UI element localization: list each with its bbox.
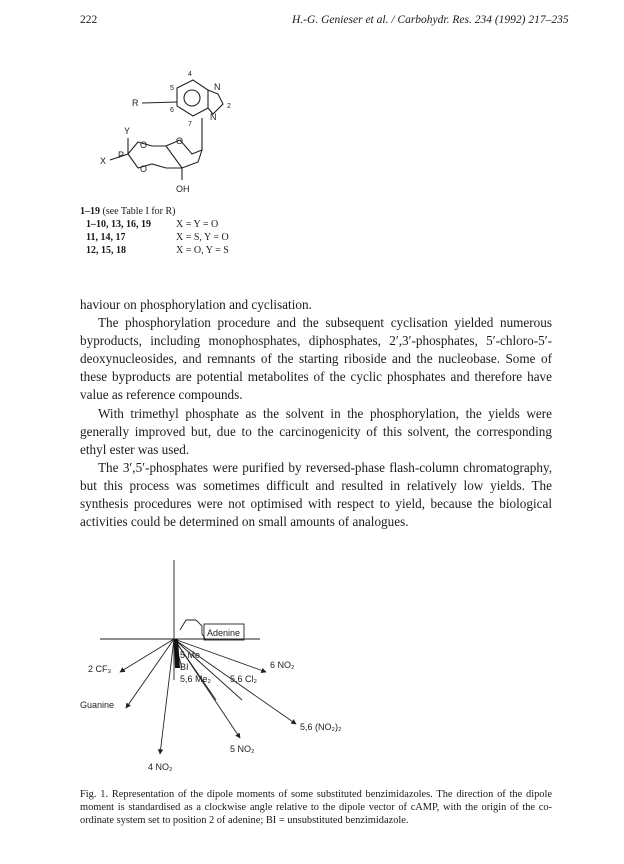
aromatic-circle [184, 90, 200, 106]
sugar-ring [166, 140, 202, 168]
label-5-6-cl2: 5,6 Cl₂ [230, 674, 258, 684]
position-6: 6 [170, 107, 174, 114]
label-cf3: 2 CF₃ [88, 664, 112, 674]
paragraph-1: haviour on phosphorylation and cyclisation. [80, 297, 312, 312]
adenine-ring [180, 620, 206, 640]
position-7: 7 [188, 121, 192, 128]
atom-y: Y [124, 126, 131, 136]
atom-x: X [100, 156, 107, 166]
legend-see-table: (see Table I for R) [102, 206, 176, 217]
legend-row-2-formula: X = S, Y = O [176, 232, 229, 243]
atom-oh: OH [176, 184, 190, 194]
label-5-6-me2: 5,6 Me₂ [180, 674, 212, 684]
atom-p: P [118, 150, 125, 160]
paragraph-2: The phosphorylation procedure and the subsequent cyclisation yielded numerous byproducts, including monophosphates, diphosphates, 2′,3′-phosphates, 5′-chloro-5′-deoxynucleosides, and remnants of the starting riboside and the nucleobase. Some of these byproducts are potential metabolites of the cyclic phosphates and therefore have value as reference compounds. [80, 315, 552, 403]
label-6-no2: 6 NO₂ [270, 660, 295, 670]
label-4-no2: 4 NO₂ [148, 762, 173, 772]
running-head: H.-G. Genieser et al. / Carbohydr. Res. 234 (1992) 217–235 [292, 14, 569, 26]
label-bi: BI [180, 662, 189, 672]
dipole-diagram [80, 560, 380, 780]
legend-row-2-compounds: 11, 14, 17 [86, 232, 126, 243]
label-5-no2: 5 NO₂ [230, 744, 255, 754]
atom-n3: N [210, 112, 217, 122]
position-4: 4 [188, 71, 192, 78]
paragraph-4: The 3′,5′-phosphates were purified by reversed-phase flash-column chromatography, but this process was sometimes difficult and resulted in relatively low yields. The synthesis procedures were not optimised with respect to yield, because the biological activities could be determined on small amounts of analogues. [80, 459, 552, 530]
legend-row-3-compounds: 12, 15, 18 [86, 245, 126, 256]
structure-legend [80, 206, 320, 262]
position-2: 2 [227, 103, 231, 110]
figure-caption [80, 788, 552, 828]
atom-r: R [132, 98, 139, 108]
label-adenine: Adenine [207, 628, 241, 638]
atom-o-ring1: O [140, 140, 148, 150]
nucleotide-structure [80, 68, 260, 198]
legend-compounds: 1–19 [80, 206, 100, 217]
label-guanine: Guanine [80, 700, 115, 710]
paragraph-3: With trimethyl phosphate as the solvent in the phosphorylation, the yields were generally improved but, due to the carcinogenicity of this solvent, the corresponding ethyl ester was used. [80, 405, 552, 457]
imidazole-ring [208, 90, 223, 114]
legend-row-1-formula: X = Y = O [176, 219, 219, 230]
legend-row-1-compounds: 1–10, 13, 16, 19 [86, 219, 151, 230]
r-bond [142, 102, 177, 103]
atom-n1: N [214, 82, 221, 92]
atom-o-ring2: O [140, 164, 148, 174]
legend-row-3-formula: X = O, Y = S [176, 245, 229, 256]
caption-text: Representation of the dipole moments of some substituted benzimidazoles. The direction of the dipole moment is standardised as a clockwise angle relative to the dipole vector of cAMP, with the origin of the co-ordinate system set to position 2 of adenine; BI = unsubstituted benzimidazole. [80, 789, 552, 827]
vector-2-cf3 [120, 639, 174, 672]
label-5-me: 5 Me [180, 650, 201, 660]
page-number: 222 [80, 14, 98, 26]
benzene-ring [177, 80, 208, 116]
atom-o-sugar: O [176, 136, 184, 146]
caption-label: Fig. 1. [80, 789, 109, 800]
label-5-6-no2-2: 5,6 (NO₂)₂ [300, 722, 342, 732]
position-5: 5 [170, 85, 174, 92]
body-text [80, 296, 552, 531]
